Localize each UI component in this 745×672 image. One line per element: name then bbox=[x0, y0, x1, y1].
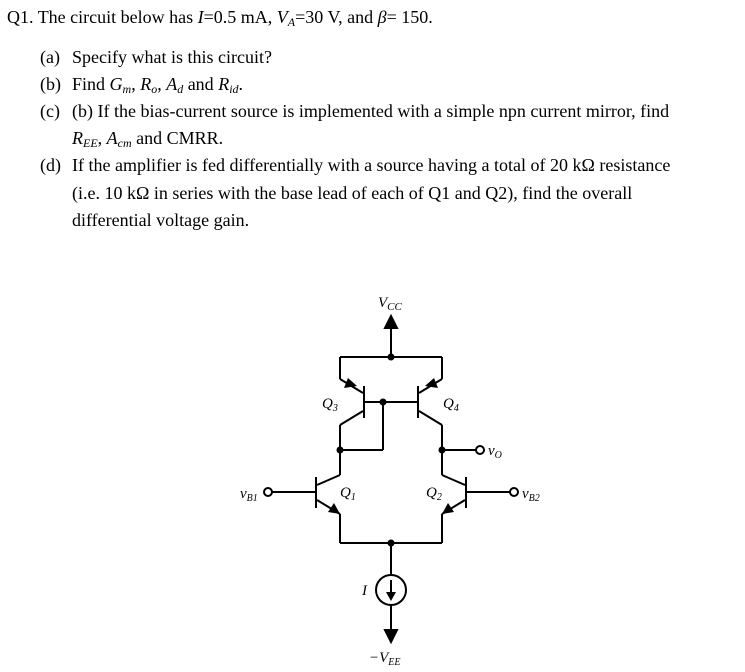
transistor-q4 bbox=[418, 357, 442, 475]
acm-sub: cm bbox=[117, 136, 132, 150]
part-b: (b) Find $G_m$, $R_o$, $A_d$ and $R_{id}$. bbox=[40, 74, 244, 96]
part-d-text-2: (i.e. 10 kΩ in series with the base lead of each of Q1 and Q2), find the overall bbox=[72, 183, 633, 203]
transistor-q3 bbox=[340, 357, 364, 450]
part-c-label: (c) bbox=[40, 101, 60, 121]
part-c-line2: $R_{EE}$, $A_{cm}$ and CMRR. bbox=[72, 128, 224, 150]
part-d-label: (d) bbox=[40, 155, 61, 175]
question-number: Q1. bbox=[7, 7, 34, 27]
vee-label: $-V_{EE}$ bbox=[369, 650, 401, 668]
vb1-label: $v_{B1}$ bbox=[240, 486, 258, 504]
part-d-text-3: differential voltage gain. bbox=[72, 210, 250, 230]
q4-label: $Q_4$ bbox=[443, 396, 459, 414]
part-b-label: (b) bbox=[40, 74, 61, 94]
beta-symbol: β bbox=[377, 7, 387, 27]
question-intro: The circuit below has bbox=[37, 7, 194, 27]
rid-symbol: R bbox=[218, 74, 230, 94]
vb2-label: $v_{B2}$ bbox=[522, 486, 540, 504]
ree-symbol: R bbox=[72, 128, 83, 148]
vcc-label: $V_{CC}$ bbox=[378, 295, 402, 313]
q1-label: $Q_1$ bbox=[340, 485, 356, 503]
early-voltage-value: =30 V, and bbox=[295, 7, 374, 27]
transistor-q2 bbox=[442, 475, 518, 543]
top-rail-node bbox=[389, 355, 394, 360]
part-b-end: . bbox=[238, 74, 244, 94]
ro-symbol: R bbox=[140, 74, 152, 94]
part-a-label: (a) bbox=[40, 47, 60, 67]
bias-current-value: =0.5 mA, bbox=[203, 7, 273, 27]
q2-label: $Q_2$ bbox=[426, 485, 442, 503]
current-label: I bbox=[362, 583, 367, 599]
rid-sub: id bbox=[229, 82, 239, 96]
part-b-and: and bbox=[187, 74, 214, 94]
q3-label: $Q_3$ bbox=[322, 396, 338, 414]
vee-arrow bbox=[385, 630, 397, 642]
current-arrow bbox=[386, 592, 396, 601]
ad-symbol: A bbox=[166, 74, 178, 94]
part-a-text: Specify what is this circuit? bbox=[72, 47, 272, 67]
transistor-q1 bbox=[264, 450, 340, 543]
part-c-text: (b) If the bias-current source is implemented with a simple npn current mirror, find bbox=[72, 101, 670, 121]
gm-sub: m bbox=[122, 82, 132, 96]
part-d-text-1: If the amplifier is fed differentially with a source having a total of 20 kΩ resistance bbox=[72, 155, 671, 175]
ad-sub: d bbox=[177, 82, 184, 96]
ree-sub: EE bbox=[83, 136, 98, 150]
part-b-prefix: Find bbox=[72, 74, 106, 94]
ro-sub: o bbox=[151, 82, 158, 96]
output-terminal[interactable] bbox=[476, 446, 484, 454]
vo-label: $v_O$ bbox=[488, 443, 502, 461]
early-voltage-symbol: V bbox=[276, 7, 288, 27]
gm-symbol: G bbox=[109, 74, 123, 94]
acm-symbol: A bbox=[106, 128, 118, 148]
vcc-arrow bbox=[385, 316, 397, 328]
bias-current-symbol: I bbox=[197, 7, 204, 27]
part-c-tail: and CMRR. bbox=[136, 128, 224, 148]
early-voltage-sub: A bbox=[287, 15, 296, 29]
beta-value: = 150. bbox=[386, 7, 433, 27]
